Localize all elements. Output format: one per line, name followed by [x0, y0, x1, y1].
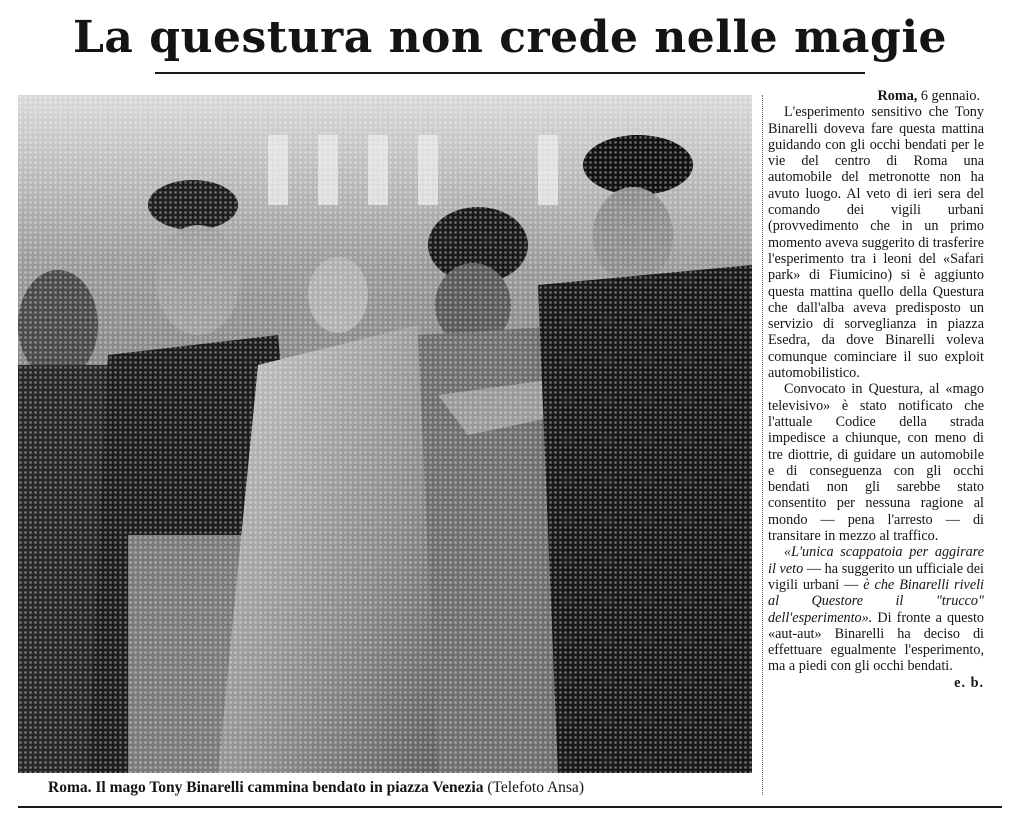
dateline — [768, 88, 984, 104]
quote-part-1: «L'unica scappatoia per aggirare il veto — [768, 544, 984, 577]
caption-text: Roma. Il mago Tony Binarelli cammina bendato in piazza Venezia — [48, 779, 484, 796]
headline: La questura non crede nelle magie — [72, 12, 948, 63]
article-paragraph-2: Convocato in Questura, al «mago televisivo» è stato notificato che l'attuale Codice della strada impedisce a chiunque, con meno di tre diottrie, di guidare un automobile e di conseguenza con gli occhi bendati non gli sarebbe stato consentito per nessuna ragione al mondo — pena l'arresto — di transitare in mezzo al traffico. — [768, 381, 984, 545]
author-signature: e. b. — [954, 674, 984, 691]
attribution: — ha suggerito un ufficiale dei vigili urbani — — [768, 560, 984, 593]
headline-underline — [155, 72, 865, 74]
article-body — [768, 88, 984, 691]
quote-part-2: è che Binarelli riveli al Questore il "trucco" dell'esperimento». — [768, 576, 985, 626]
column-divider — [762, 95, 764, 795]
dateline-date: 6 gennaio. — [920, 88, 980, 104]
bottom-rule — [18, 806, 1002, 808]
article-paragraph-1: L'esperimento sensitivo che Tony Binarelli doveva fare questa mattina guidando con gli occhi bendati per le vie del centro di Roma una automobile del metronotte non ha avuto luogo. Al veto di ieri sera del comando dei vigili urbani (provvedimento che in un primo momento aveva suggerito di trasferire l'esperimento tra i leoni del «Safari park» di Fiumicino) si è aggiunto questa mattina quello della Questura che dall'alba aveva predisposto un servizio di sorveglianza in piazza Esedra, da dove Binarelli voleva comunque cominciare il suo exploit automobilistico. — [768, 104, 984, 382]
photo-caption — [48, 778, 748, 798]
article-paragraph-3 — [768, 544, 985, 691]
news-photo — [18, 95, 752, 773]
paragraph-3-ending: Di fronte a questo «aut-aut» Binarelli ha deciso di effettuare egualmente l'esperimento, ma a piedi con gli occhi bendati. — [768, 609, 984, 675]
photo-halftone-icon — [18, 95, 752, 773]
dateline-place: Roma, — [877, 88, 918, 104]
caption-credit: (Telefoto Ansa) — [487, 779, 584, 796]
